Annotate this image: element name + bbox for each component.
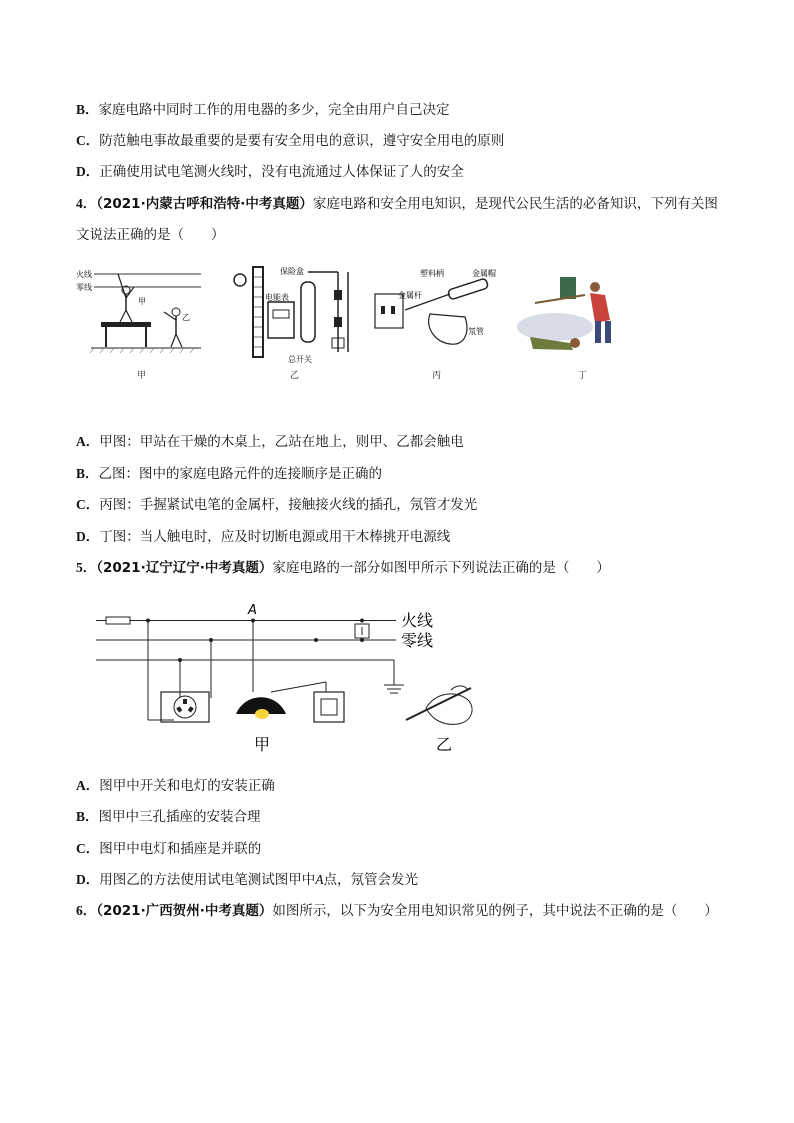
- option-letter: B．: [76, 466, 99, 481]
- option-letter: D．: [76, 529, 100, 544]
- q4-stem-line2: [76, 226, 225, 244]
- option-letter: D．: [76, 872, 100, 887]
- q5-circuit-figure: [96, 600, 496, 760]
- question-source: （2021·内蒙古呼和浩特·中考真题）: [96, 196, 313, 212]
- option-text: 图甲中电灯和插座是并联的: [99, 841, 262, 857]
- question-source: （2021·广西贺州·中考真题）: [96, 903, 273, 919]
- q5-option-b: [76, 808, 261, 826]
- option-letter: B．: [76, 102, 99, 117]
- neutral-wire-label: 零线: [76, 283, 92, 292]
- q4-option-a: [76, 433, 464, 451]
- point-a-inline: A: [315, 872, 324, 887]
- option-text: 图甲中开关和电灯的安装正确: [99, 778, 275, 794]
- option-text: 甲图：甲站在干燥的木桌上，乙站在地上，则甲、乙都会触电: [99, 434, 464, 450]
- figure-caption: 丙: [432, 371, 442, 381]
- question-stem-cont: 文说法正确的是（ ）: [76, 227, 225, 243]
- question-stem: 家庭电路和安全用电知识，是现代公民生活的必备知识，下列有关图: [312, 196, 718, 212]
- option-text-cont: 点，氖管会发光: [323, 872, 418, 888]
- q4-option-d: [76, 528, 450, 546]
- option-text: 正确使用试电笔测火线时，没有电流通过人体保证了人的安全: [99, 164, 464, 180]
- q4-stem-line1: [76, 195, 718, 213]
- q4-figure-jia: [76, 262, 206, 362]
- option-b: [76, 101, 450, 119]
- q4-figure-bing: [370, 262, 510, 362]
- caption-jia: 甲: [254, 735, 271, 754]
- option-letter: C．: [76, 497, 100, 512]
- metal-rod-label: 金属杆: [398, 291, 422, 300]
- q4-figure-yi: [228, 262, 358, 367]
- option-text: 丁图：当人触电时，应及时切断电源或用干木棒挑开电源线: [99, 529, 451, 545]
- option-text: 家庭电路中同时工作的用电器的多少，完全由用户自己决定: [98, 102, 450, 118]
- figure-caption: 丁: [578, 371, 588, 381]
- q4-figure-ding: [515, 265, 625, 360]
- live-wire-label: 火线: [76, 270, 92, 279]
- fuse-box-label: 保险盒: [280, 267, 304, 276]
- figure-caption: 甲: [137, 371, 147, 381]
- question-stem: 家庭电路的一部分如图甲所示下列说法正确的是（ ）: [272, 560, 610, 576]
- option-letter: A．: [76, 434, 100, 449]
- option-text: 图甲中三孔插座的安装合理: [98, 809, 261, 825]
- figure-caption: 乙: [290, 371, 300, 381]
- question-number: 4．: [76, 196, 97, 211]
- option-letter: D．: [76, 164, 100, 179]
- q5-stem: [76, 559, 610, 577]
- live-wire-label: 火线: [401, 611, 434, 630]
- metal-cap-label: 金属帽: [472, 269, 496, 278]
- caption-yi: 乙: [436, 735, 453, 754]
- option-text: 乙图：图中的家庭电路元件的连接顺序是正确的: [98, 466, 383, 482]
- q5-option-c: [76, 840, 261, 858]
- question-stem: 如图所示，以下为安全用电知识常见的例子，其中说法不正确的是（ ）: [272, 903, 718, 919]
- meter-label: 电能表: [265, 293, 289, 302]
- question-number: 6．: [76, 903, 97, 918]
- option-text: 用图乙的方法使用试电笔测试图甲中: [99, 872, 316, 888]
- question-source: （2021·辽宁辽宁·中考真题）: [96, 560, 273, 576]
- question-number: 5．: [76, 560, 97, 575]
- neutral-wire-label: 零线: [401, 631, 434, 650]
- option-letter: C．: [76, 841, 100, 856]
- person-a-label: 甲: [138, 297, 146, 306]
- option-text: 防范触电事故最重要的是要有安全用电的意识，遵守安全用电的原则: [99, 133, 505, 149]
- main-switch-label: 总开关: [288, 355, 312, 364]
- q4-option-c: [76, 496, 477, 514]
- option-letter: C．: [76, 133, 100, 148]
- q6-stem: [76, 902, 718, 920]
- point-a-label: A: [248, 603, 257, 618]
- neon-tube-label: 氖管: [468, 327, 484, 336]
- option-d: [76, 163, 464, 181]
- option-letter: B．: [76, 809, 99, 824]
- option-letter: A．: [76, 778, 100, 793]
- option-c: [76, 132, 504, 150]
- q4-option-b: [76, 465, 382, 483]
- person-b-label: 乙: [182, 313, 190, 322]
- option-text: 丙图：手握紧试电笔的金属杆，接触接火线的插孔，氖管才发光: [99, 497, 478, 513]
- plastic-handle-label: 塑料柄: [420, 269, 444, 278]
- q5-option-d: [76, 871, 418, 889]
- q5-option-a: [76, 777, 275, 795]
